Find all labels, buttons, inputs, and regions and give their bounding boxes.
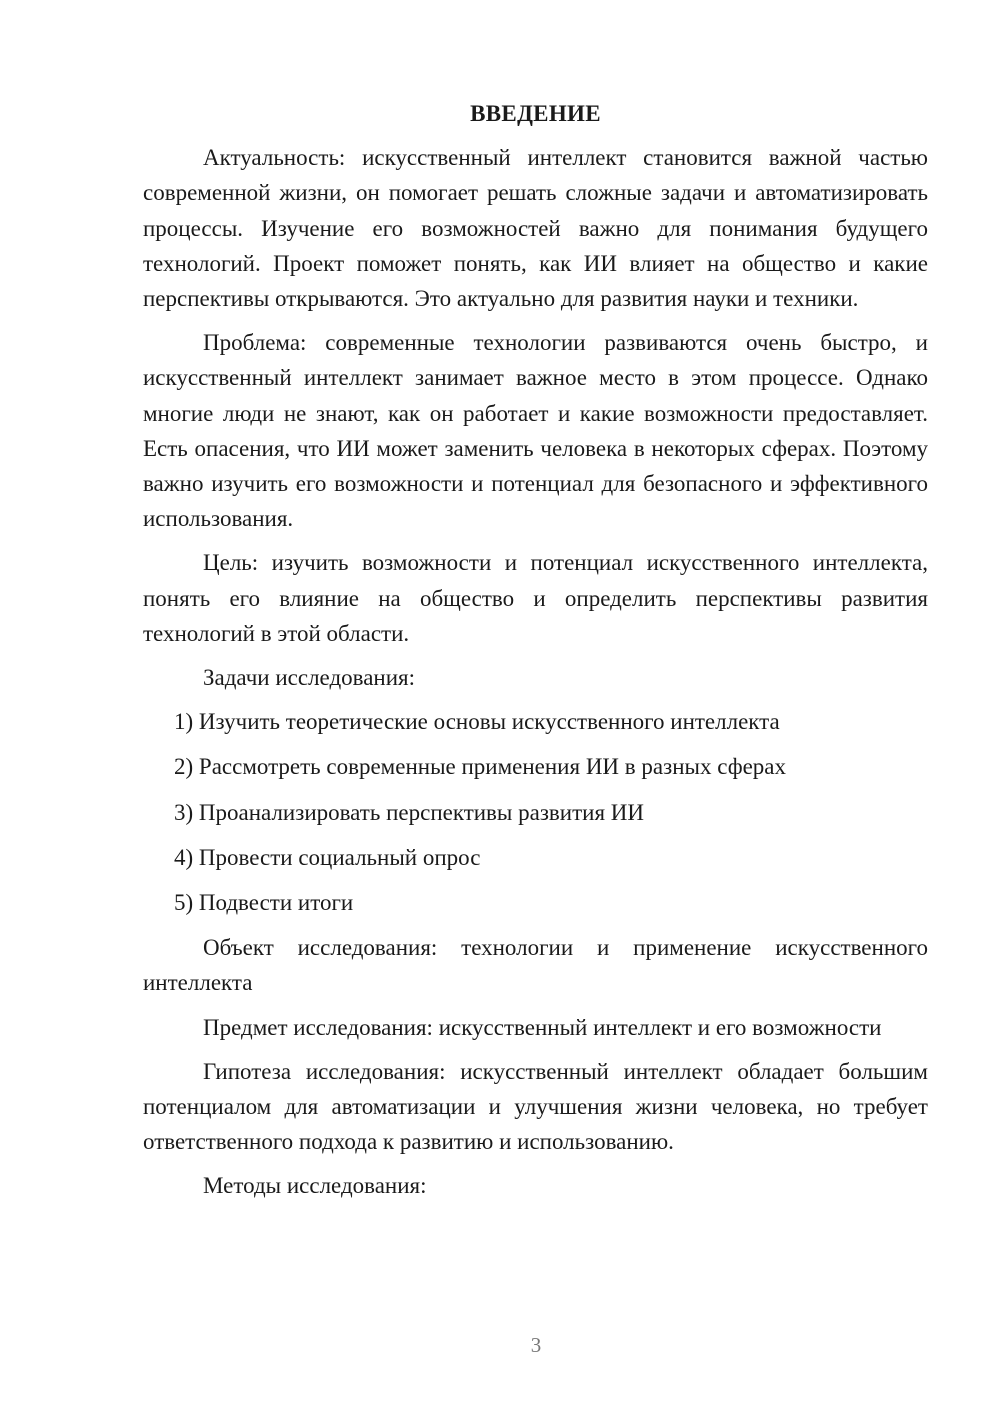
tasks-heading: Задачи исследования: [203,665,416,691]
page-number: 3 [530,1333,542,1357]
goal-paragraph: Цель: изучить возможности и потенциал искусственного интеллекта, понять его влияние на общество и определить перспективы развития технологий в этой области. [143,550,928,646]
problem-paragraph: Проблема: современные технологии развиваются очень быстро, и искусственный интеллект занимает важное место в этом процессе. Однако многие люди не знают, как он работает и какие возможности предоставляет. Есть опасения, что ИИ может заменить человека в некоторых сферах. Поэтому важно изучить его возможности и потенциал для безопасного и эффективного использования. [143,330,928,532]
hypothesis-paragraph: Гипотеза исследования: искусственный интеллект обладает большим потенциалом для автоматизации и улучшения жизни человека, но требует ответственного подхода к развитию и использованию. [143,1058,928,1155]
page-content [143,96,928,1213]
methods-heading: Методы исследования: [203,1173,427,1199]
list-item: 5) Подвести итоги [174,890,354,916]
list-item: 3) Проанализировать перспективы развития ИИ [174,799,644,825]
list-item: 2) Рассмотреть современные применения ИИ в разных сферах [174,754,787,780]
list-item: 4) Провести социальный опрос [174,844,481,870]
subject-paragraph: Предмет исследования: искусственный интеллект и его возможности [203,1014,882,1040]
page-title: ВВЕДЕНИЕ [470,101,601,126]
list-item: 1) Изучить теоретические основы искусственного интеллекта [174,709,780,735]
relevance-paragraph: Актуальность: искусственный интеллект становится важной частью современной жизни, он помогает решать сложные задачи и автоматизировать процессы. Изучение его возможностей важно для понимания будущего технологий. Проект поможет понять, как ИИ влияет на общество и какие перспективы открываются. Это актуально для развития науки и техники. [143,145,928,312]
tasks-list [143,704,928,920]
object-paragraph: Объект исследования: технологии и применение искусственного интеллекта [143,935,928,996]
